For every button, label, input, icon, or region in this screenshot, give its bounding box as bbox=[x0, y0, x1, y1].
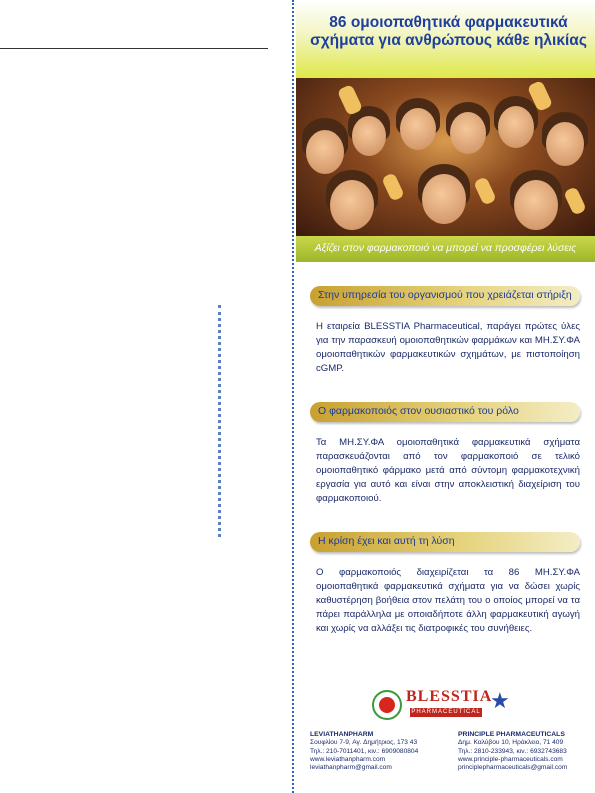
title-banner bbox=[296, 0, 595, 78]
circle-logo-icon bbox=[372, 690, 402, 720]
thumbs-up-hand bbox=[473, 176, 497, 205]
thumbs-up-hand bbox=[381, 172, 405, 201]
section-body-crisis: Ο φαρμακοποιός διαχειρίζεται τα 86 ΜΗ.ΣΥ.ΦΑ ομοιοπαθητικά φαρμακευτικά σχήματα για να δώσει χωρίς καθυστέρηση βοήθεια στον πελάτη του ο οποίος μπορεί να τα πάρει παράλληλα με οποιαδήποτε άλλη φαρμακευτική αγωγή και χωρίς να αλλάξει τις διατροφικές του συνήθειες. bbox=[316, 567, 580, 634]
star-logo-icon: ★ bbox=[490, 688, 510, 713]
tagline-bar bbox=[296, 236, 595, 262]
person-face bbox=[514, 180, 558, 230]
section-header-text: Η κρίση έχει και αυτή τη λύση bbox=[318, 535, 455, 547]
contact-phone: Τηλ.: 2810-233943, κιν.: 6932743683 bbox=[458, 747, 567, 755]
tagline-text: Αξίζει στον φαρμακοποιό να μπορεί να προσφέρει λύσεις bbox=[314, 242, 577, 254]
section-header-pharmacist bbox=[310, 402, 580, 422]
left-horizontal-rule bbox=[0, 48, 268, 49]
dotted-margin-line bbox=[218, 305, 221, 537]
contact-name: LEVIATHANPHARM bbox=[310, 731, 374, 738]
contact-website: www.leviathanpharm.com bbox=[310, 755, 386, 763]
contact-name: PRINCIPLE PHARMACEUTICALS bbox=[458, 731, 565, 738]
contact-email: principlepharmaceuticals@gmail.com bbox=[458, 764, 568, 772]
person-face bbox=[330, 180, 374, 230]
person-face bbox=[400, 108, 436, 150]
brand-logo-subtitle: PHARMACEUTICAL bbox=[411, 709, 481, 715]
thumbs-up-hand bbox=[563, 186, 587, 215]
contact-phone: Τηλ.: 210-7011401, κιν.: 6909080804 bbox=[310, 747, 419, 755]
person-face bbox=[546, 122, 584, 166]
contact-block-leviathan bbox=[310, 731, 450, 772]
section-header-text: Στην υπηρεσία του οργανισμού που χρειάζεται στήριξη bbox=[318, 289, 572, 301]
section-header-support bbox=[310, 286, 580, 306]
brand-logo: BLESSTIA bbox=[406, 688, 493, 705]
person-face bbox=[498, 106, 534, 148]
person-face bbox=[422, 174, 466, 224]
contact-block-principle bbox=[458, 731, 592, 772]
crowd-photo bbox=[296, 78, 595, 236]
person-face bbox=[306, 130, 344, 174]
person-face bbox=[352, 116, 386, 156]
section-header-text: Ο φαρμακοποιός στον ουσιαστικό του ρόλο bbox=[318, 405, 519, 417]
contact-address: Δημ. Καλύβου 10, Ηράκλειο, 71 409 bbox=[458, 739, 564, 747]
logo-row bbox=[372, 682, 532, 732]
section-body-pharmacist: Τα ΜΗ.ΣΥ.ΦΑ ομοιοπαθητικά φαρμακευτικά σχήματα παρασκευάζονται από τον φαρμακοποιό σε τελικό ομοιοπαθητικό φάρμακο μετά από σύντομη φαρμακοτεχνική εργασία για αυτό και είναι στην αποκλειστική διαχείριση του φαρμακοποιού. bbox=[316, 437, 580, 504]
contact-address: Σουφλίου 7-9, Αγ. Δημήτριος, 173 43 bbox=[310, 739, 418, 747]
contact-website: www.principle-pharmaceuticals.com bbox=[458, 755, 563, 763]
section-header-crisis bbox=[310, 532, 580, 552]
contact-email: leviathanpharm@gmail.com bbox=[310, 764, 392, 772]
section-body-support: Η εταιρεία BLESSTIA Pharmaceutical, παράγει πρώτες ύλες για την παρασκευή ομοιοπαθητικών φαρμάκων και ΜΗ.ΣΥ.ΦΑ ομοιοπαθητικών φαρμακευτικών σχημάτων, με πιστοποίηση cGMP. bbox=[316, 321, 580, 374]
page-title: 86 ομοιοπαθητικά φαρμακευτικά σχήματα για ανθρώπους κάθε ηλικίας bbox=[310, 14, 587, 49]
panel-dotted-border bbox=[292, 0, 294, 793]
person-face bbox=[450, 112, 486, 154]
